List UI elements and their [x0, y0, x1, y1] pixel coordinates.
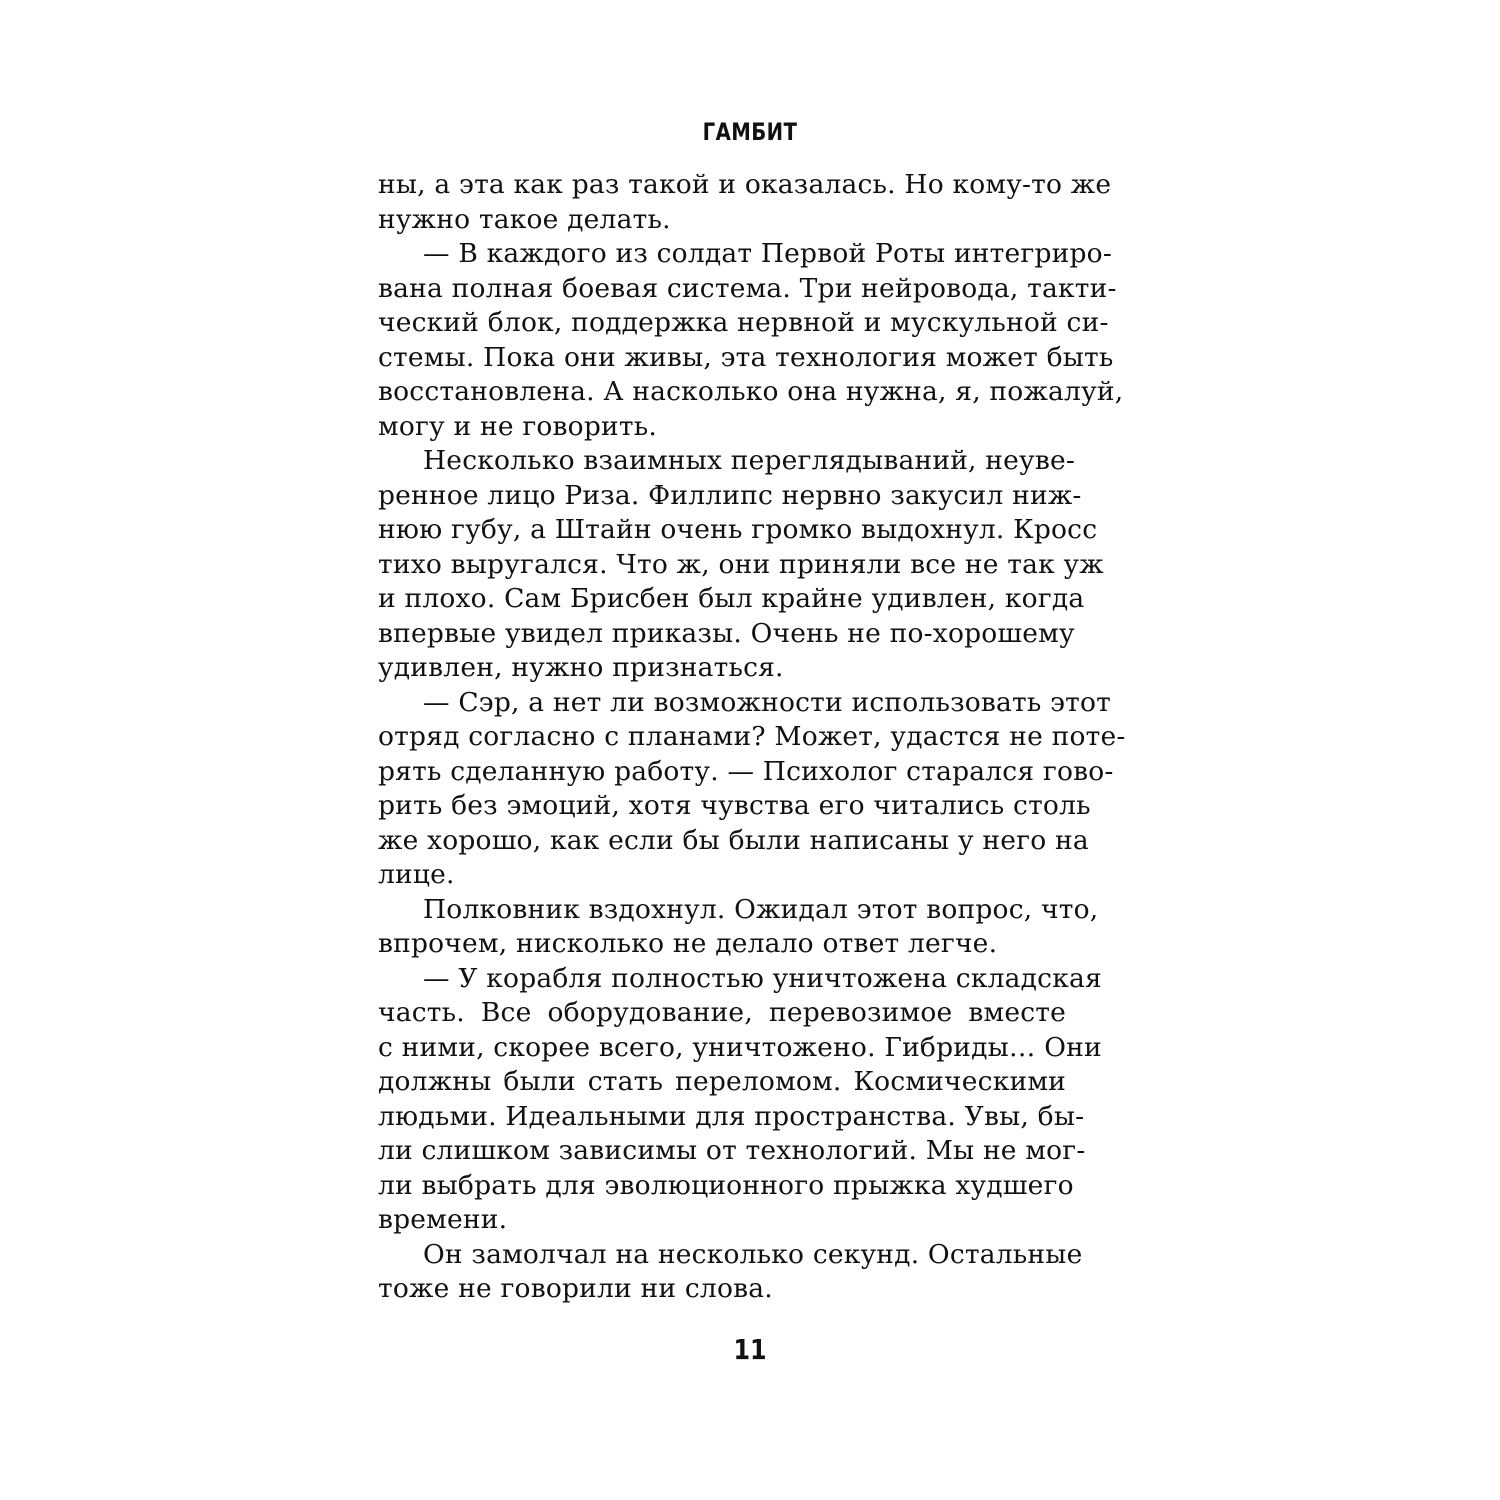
text-line: ренное лицо Риза. Филлипс нервно закусил ниж-	[378, 479, 1082, 511]
text-line: Несколько взаимных переглядываний, неуве-	[423, 445, 1076, 476]
text-line: ны, а эта как раз такой и оказалась. Но кому-то же	[378, 169, 1112, 200]
text-line: ческий блок, поддержка нервной и мускульной си-	[378, 307, 1109, 338]
text-line: Он замолчал на несколько секунд. Остальные	[423, 1238, 1083, 1270]
text-line: стемы. Пока они живы, эта технология может быть	[378, 341, 1114, 373]
text-line: могу и не говорить.	[378, 410, 657, 442]
text-line: и плохо. Сам Брисбен был крайне удивлен, когда	[378, 583, 1085, 614]
text-line: часть. Все оборудование, перевозимое вместе	[378, 997, 1066, 1028]
text-line: рять сделанную работу. — Психолог старался гово-	[378, 755, 1114, 787]
running-title: ГАМБИТ	[702, 118, 798, 146]
text-line: должны были стать переломом. Космическими	[378, 1066, 1066, 1097]
text-line: ли слишком зависимы от технологий. Мы не мог-	[378, 1135, 1086, 1166]
text-line: вана полная боевая система. Три нейровода, такти-	[378, 272, 1117, 304]
text-line: — В каждого из солдат Первой Роты интегриро-	[423, 238, 1112, 269]
text-line: удивлен, нужно признаться.	[378, 652, 784, 683]
text-line: впервые увидел приказы. Очень не по-хорошему	[378, 617, 1075, 649]
text-line: восстановлена. А насколько она нужна, я, пожалуй,	[378, 376, 1124, 407]
text-line: впрочем, нисколько не делало ответ легче.	[378, 928, 998, 959]
text-line: — У корабля полностью уничтожена складская	[423, 962, 1102, 994]
text-line: времени.	[378, 1204, 508, 1235]
text-line: нужно такое делать.	[378, 203, 671, 235]
text-line: отряд согласно с планами? Может, удастся не поте-	[378, 721, 1126, 752]
text-line: Полковник вздохнул. Ожидал этот вопрос, что,	[423, 893, 1099, 925]
page-number: 11	[733, 1333, 767, 1366]
text-line: рить без эмоций, хотя чувства его читались столь	[378, 790, 1091, 821]
text-line: с ними, скорее всего, уничтожено. Гибриды… Они	[378, 1031, 1102, 1063]
text-line: лице.	[378, 859, 455, 890]
body-text	[378, 168, 1126, 1307]
text-line: тихо выругался. Что ж, они приняли все не так уж	[378, 548, 1104, 580]
text-line: ли выбрать для эволюционного прыжка худшего	[378, 1169, 1074, 1201]
text-line: нюю губу, а Штайн очень громко выдохнул. Кросс	[378, 514, 1098, 545]
text-line: же хорошо, как если бы были написаны у него на	[378, 824, 1089, 856]
text-line: — Сэр, а нет ли возможности использовать этот	[423, 686, 1112, 718]
text-line: людьми. Идеальными для пространства. Увы, бы-	[378, 1100, 1085, 1132]
text-line: тоже не говорили ни слова.	[378, 1273, 773, 1304]
